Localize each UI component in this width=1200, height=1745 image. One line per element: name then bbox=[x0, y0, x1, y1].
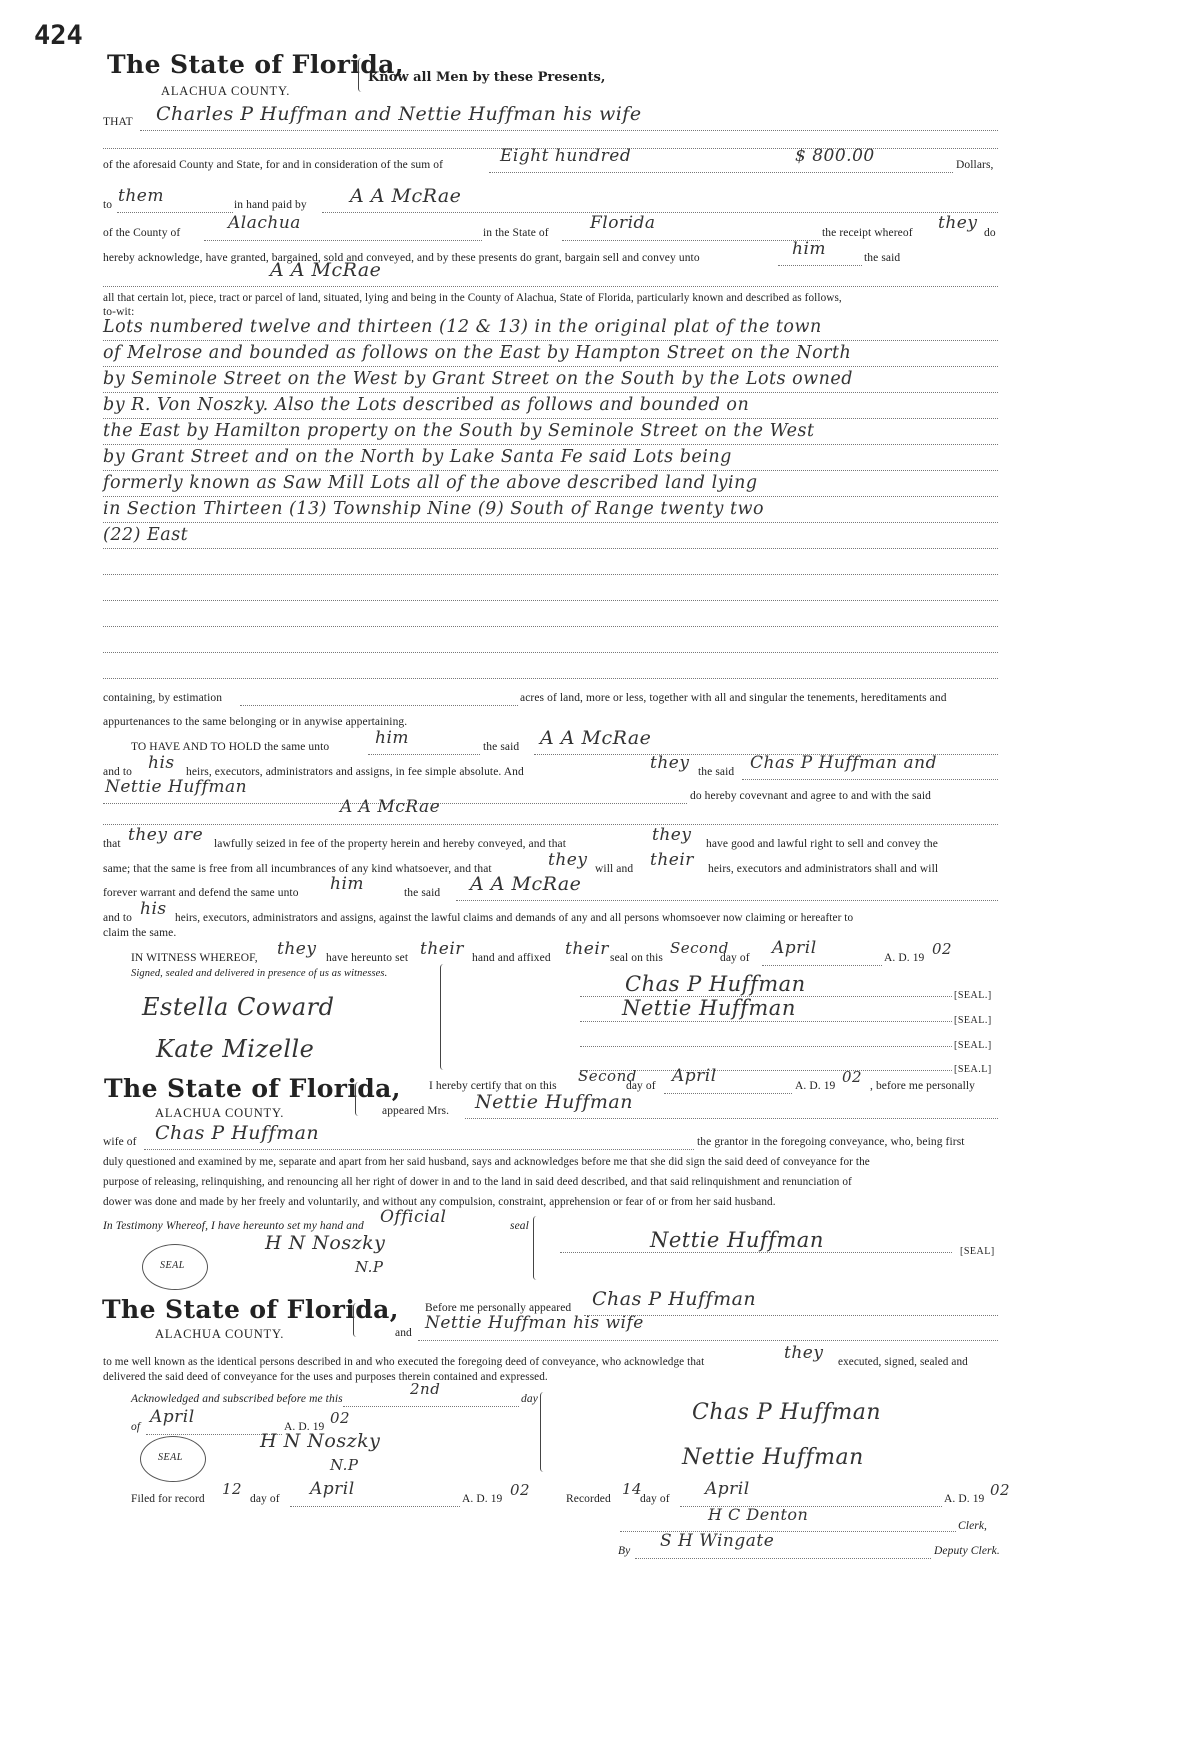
executed-text: executed, signed, sealed and bbox=[838, 1356, 968, 1368]
witness-lead: IN WITNESS WHEREOF, bbox=[131, 952, 258, 964]
filed-day-handwritten: 12 bbox=[222, 1480, 243, 1498]
deputy-label: Deputy Clerk. bbox=[934, 1545, 1000, 1557]
before-me: , before me personally bbox=[870, 1080, 976, 1092]
rule bbox=[103, 366, 998, 367]
appeared-handwritten: Chas P Huffman bbox=[592, 1288, 757, 1310]
containing-tail: acres of land, more or less, together with all and singular the tenements, hereditaments and bbox=[520, 692, 947, 704]
ad-label: A. D. 19 bbox=[462, 1493, 503, 1505]
officer-title: N.P bbox=[330, 1456, 359, 1474]
known-handwritten: they bbox=[784, 1343, 824, 1363]
description-line: formerly known as Saw Mill Lots all of the above described land lying bbox=[103, 473, 758, 493]
have-set: have hereunto set bbox=[326, 952, 409, 964]
forever-text: forever warrant and defend the same unto bbox=[103, 887, 299, 899]
month-handwritten: April bbox=[772, 938, 817, 958]
to-label: to bbox=[103, 199, 113, 211]
officer-signature: H N Noszky bbox=[265, 1232, 386, 1254]
by-label: By bbox=[618, 1545, 631, 1557]
state-title: The State of Florida, bbox=[104, 1074, 401, 1103]
wife-of-label: wife of bbox=[103, 1136, 137, 1148]
rule bbox=[103, 548, 998, 549]
clerk-label: Clerk, bbox=[958, 1520, 988, 1532]
stamp-text: SEAL bbox=[160, 1260, 185, 1271]
day-handwritten: Second bbox=[578, 1067, 637, 1085]
year-handwritten: 02 bbox=[932, 940, 953, 958]
to-handwritten: them bbox=[118, 186, 164, 206]
forever-handwritten: him bbox=[330, 874, 365, 894]
ad-label: A. D. 19 bbox=[795, 1080, 836, 1092]
ad-label: A. D. 19 bbox=[944, 1493, 985, 1505]
free-text: same; that the same is free from all incumbrances of any kind whatsoever, and that bbox=[103, 863, 492, 875]
know-all-men: Know all Men by these Presents, bbox=[368, 70, 606, 85]
rule bbox=[343, 1406, 519, 1407]
year-handwritten: 02 bbox=[330, 1409, 351, 1427]
rule bbox=[762, 965, 882, 966]
header-brace bbox=[358, 58, 365, 92]
receipt-handwritten: they bbox=[938, 213, 978, 233]
testimony-text: In Testimony Whereof, I have hereunto set my hand and bbox=[103, 1220, 364, 1232]
recorded-text: Recorded bbox=[566, 1493, 611, 1505]
rec-month-handwritten: April bbox=[705, 1479, 750, 1499]
that-label: that bbox=[103, 838, 121, 850]
grantor2-signature: Nettie Huffman bbox=[682, 1445, 864, 1470]
ack-brace bbox=[355, 1082, 362, 1116]
year-handwritten: 02 bbox=[842, 1068, 863, 1086]
habendum-handwritten: him bbox=[375, 728, 410, 748]
habendum-name-handwritten: A A McRae bbox=[540, 727, 652, 749]
rec-day-handwritten: 14 bbox=[622, 1480, 643, 1498]
rule bbox=[103, 286, 998, 287]
and-to-handwritten: his bbox=[148, 753, 175, 773]
day-label: day bbox=[521, 1393, 538, 1405]
seal-label: [SEAL.] bbox=[954, 1040, 992, 1051]
county-label: ALACHUA COUNTY. bbox=[161, 84, 291, 98]
said-label: the said bbox=[698, 766, 735, 778]
covenant-names2-handwritten: Nettie Huffman bbox=[105, 777, 248, 797]
grantors-handwritten: Charles P Huffman and Nettie Huffman his wife bbox=[156, 103, 642, 125]
day-of: day of bbox=[626, 1080, 656, 1092]
witness-brace bbox=[440, 964, 447, 1070]
lawful-claims-text: heirs, executors, administrators and assigns, against the lawful claims and demands of any and all persons whomsoever now claiming or hereafter to bbox=[175, 912, 854, 924]
rule bbox=[290, 1506, 460, 1507]
known-text: to me well known as the identical persons described in and who executed the foregoing deed of conveyance, who acknowledge that bbox=[103, 1356, 705, 1368]
heirs-text: heirs, executors, administrators and assigns, in fee simple absolute. And bbox=[186, 766, 524, 778]
rule bbox=[140, 130, 998, 131]
paragraph-line: duly questioned and examined by me, separate and apart from her said husband, says and acknowledges before me that she did sign the said deed of conveyance for the bbox=[103, 1156, 870, 1168]
rule bbox=[368, 754, 480, 755]
covenant-grantee-handwritten: A A McRae bbox=[340, 797, 441, 817]
deputy-signature: S H Wingate bbox=[660, 1531, 775, 1551]
and-label: and bbox=[395, 1327, 412, 1339]
will-and: will and bbox=[595, 863, 634, 875]
and-to-label: and to bbox=[103, 912, 133, 924]
witness2-signature: Kate Mizelle bbox=[156, 1035, 315, 1063]
filed-month-handwritten: April bbox=[310, 1479, 355, 1499]
amount-handwritten: Eight hundred bbox=[500, 146, 632, 166]
covenant-text: do hereby covevnant and agree to and with the said bbox=[690, 790, 931, 802]
day-of: day of bbox=[640, 1493, 670, 1505]
claim-same: claim the same. bbox=[103, 927, 177, 939]
description-line: (22) East bbox=[103, 525, 189, 545]
officer-signature: H N Noszky bbox=[260, 1430, 381, 1452]
grantor-text: the grantor in the foregoing conveyance, who, being first bbox=[697, 1136, 965, 1148]
the-said-label: the said bbox=[864, 252, 901, 264]
covenant-names-handwritten: Chas P Huffman and bbox=[750, 753, 937, 773]
right-text: have good and lawful right to sell and convey the bbox=[706, 838, 938, 850]
rule bbox=[584, 1315, 998, 1316]
seal-on: seal on this bbox=[610, 952, 663, 964]
do-label: do bbox=[984, 227, 996, 239]
that-label: THAT bbox=[103, 116, 133, 128]
rule bbox=[103, 678, 998, 679]
paid-by-label: in hand paid by bbox=[234, 199, 307, 211]
forever-name-handwritten: A A McRae bbox=[470, 873, 582, 895]
seal-label: [SEAL.] bbox=[954, 1015, 992, 1026]
seal-label: [SEA.L] bbox=[954, 1064, 992, 1075]
consideration-text: of the aforesaid County and State, for and in consideration of the sum of bbox=[103, 159, 444, 171]
husband-handwritten: Chas P Huffman bbox=[155, 1122, 320, 1144]
stamp-text: SEAL bbox=[158, 1452, 183, 1463]
and-handwritten: Nettie Huffman his wife bbox=[425, 1313, 644, 1333]
signed-sealed: Signed, sealed and delivered in presence of us as witnesses. bbox=[131, 968, 388, 979]
day-handwritten: Second bbox=[670, 939, 729, 957]
free-handwritten: they bbox=[548, 850, 588, 870]
testimony-brace bbox=[533, 1216, 540, 1280]
rule bbox=[103, 470, 998, 471]
affixed-handwritten: their bbox=[565, 939, 609, 959]
dollars-label: Dollars, bbox=[956, 159, 994, 171]
certify-text: I hereby certify that on this bbox=[429, 1080, 557, 1092]
rule bbox=[103, 574, 998, 575]
rule bbox=[103, 392, 998, 393]
testimony-handwritten: Official bbox=[380, 1207, 447, 1227]
rule bbox=[144, 1149, 694, 1150]
day-of: day of bbox=[250, 1493, 280, 1505]
and-to-label: and to bbox=[103, 766, 133, 778]
rule bbox=[418, 1340, 998, 1341]
officer-title: N.P bbox=[355, 1258, 384, 1276]
and-to2-handwritten: his bbox=[140, 899, 167, 919]
rule bbox=[103, 600, 998, 601]
ad-label: A. D. 19 bbox=[284, 1421, 325, 1433]
clerk-signature: H C Denton bbox=[708, 1505, 809, 1524]
unto-handwritten: him bbox=[792, 239, 827, 259]
rule bbox=[560, 1252, 952, 1253]
paragraph-line: dower was done and made by her freely and voluntarily, and without any compulsion, constraint, apprehension or fear of or from her said husband. bbox=[103, 1196, 776, 1208]
rule bbox=[742, 779, 998, 780]
rule bbox=[664, 1093, 792, 1094]
that-handwritten: they are bbox=[128, 825, 204, 845]
rule bbox=[103, 444, 998, 445]
wife-signature: Nettie Huffman bbox=[650, 1228, 824, 1252]
description-line: by Grant Street and on the North by Lake Santa Fe said Lots being bbox=[103, 447, 732, 467]
description-line: by R. Von Noszky. Also the Lots described as follows and bounded on bbox=[103, 395, 750, 415]
month-handwritten: April bbox=[150, 1407, 195, 1427]
seal-word: seal bbox=[510, 1220, 529, 1232]
seized-handwritten: they bbox=[652, 825, 692, 845]
rule bbox=[562, 240, 820, 241]
receipt-label: the receipt whereof bbox=[822, 227, 913, 239]
rule bbox=[117, 212, 233, 213]
state-title: The State of Florida, bbox=[107, 50, 404, 79]
mrs-handwritten: Nettie Huffman bbox=[475, 1091, 633, 1113]
county-handwritten: Alachua bbox=[228, 213, 301, 233]
rule bbox=[103, 496, 998, 497]
rule bbox=[580, 1021, 952, 1022]
hand-affixed: hand and affixed bbox=[472, 952, 551, 964]
county-label: ALACHUA COUNTY. bbox=[155, 1327, 285, 1341]
rule bbox=[580, 1046, 952, 1047]
will-handwritten: their bbox=[650, 850, 694, 870]
paragraph-line: purpose of releasing, relinquishing, and renouncing all her right of dower in and to the land in said deed described, and that said relinquishment and renunciation of bbox=[103, 1176, 852, 1188]
page-number: 424 bbox=[34, 20, 83, 51]
day-of: day of bbox=[720, 952, 750, 964]
grantor2-signature: Nettie Huffman bbox=[622, 996, 796, 1020]
rec-year-handwritten: 02 bbox=[990, 1481, 1011, 1499]
rule bbox=[489, 172, 953, 173]
grantee2-handwritten: A A McRae bbox=[270, 259, 382, 281]
grantor1-signature: Chas P Huffman bbox=[625, 972, 806, 996]
before-me-text: Before me personally appeared bbox=[425, 1302, 572, 1314]
habendum-text: TO HAVE AND TO HOLD the same unto bbox=[131, 741, 330, 753]
month-handwritten: April bbox=[672, 1066, 717, 1086]
state-title: The State of Florida, bbox=[102, 1295, 399, 1324]
delivered-text: delivered the said deed of conveyance for the uses and purposes therein contained and expressed. bbox=[103, 1371, 548, 1383]
rule bbox=[103, 652, 998, 653]
seized-text: lawfully seized in fee of the property herein and hereby conveyed, and that bbox=[214, 838, 567, 850]
ad-label: A. D. 19 bbox=[884, 952, 925, 964]
and-handwritten: they bbox=[650, 753, 690, 773]
set-handwritten: their bbox=[420, 939, 464, 959]
appeared-text: appeared Mrs. bbox=[382, 1105, 450, 1117]
all-that-text: all that certain lot, piece, tract or parcel of land, situated, lying and being in the County of Alachua, State of Florida, particularly known and described as follows, bbox=[103, 292, 842, 304]
filed-year-handwritten: 02 bbox=[510, 1481, 531, 1499]
rule bbox=[103, 340, 998, 341]
of-label: of bbox=[131, 1421, 141, 1433]
rule bbox=[465, 1118, 998, 1119]
to-wit: to-wit: bbox=[103, 306, 135, 318]
description-line: Lots numbered twelve and thirteen (12 & 13) in the original plat of the town bbox=[103, 317, 822, 337]
containing-text: containing, by estimation bbox=[103, 692, 223, 704]
amount-number-handwritten: $ 800.00 bbox=[795, 146, 875, 166]
grantee-handwritten: A A McRae bbox=[350, 185, 462, 207]
appurtenances-text: appurtenances to the same belonging or in anywise appertaining. bbox=[103, 716, 408, 728]
habendum-said: the said bbox=[483, 741, 520, 753]
rule bbox=[322, 212, 998, 213]
description-line: of Melrose and bounded as follows on the East by Hampton Street on the North bbox=[103, 343, 852, 363]
description-line: by Seminole Street on the West by Grant Street on the South by the Lots owned bbox=[103, 369, 853, 389]
acknowledged-text: Acknowledged and subscribed before me this bbox=[131, 1393, 343, 1405]
filed-text: Filed for record bbox=[131, 1493, 205, 1505]
rule bbox=[103, 418, 998, 419]
ack-both-brace bbox=[540, 1392, 547, 1472]
county-of-label: of the County of bbox=[103, 227, 181, 239]
seal-label: [SEAL.] bbox=[954, 990, 992, 1001]
heirs-shall: heirs, executors and administrators shall and will bbox=[708, 863, 939, 875]
witness-handwritten: they bbox=[277, 939, 317, 959]
ack-brace bbox=[353, 1303, 360, 1337]
county-label: ALACHUA COUNTY. bbox=[155, 1106, 285, 1120]
witness1-signature: Estella Coward bbox=[142, 993, 335, 1021]
rule bbox=[240, 705, 518, 706]
grantor1-signature: Chas P Huffman bbox=[692, 1400, 881, 1425]
rule bbox=[456, 900, 998, 901]
forever-said: the said bbox=[404, 887, 441, 899]
rule bbox=[103, 522, 998, 523]
rule bbox=[204, 240, 482, 241]
description-line: the East by Hamilton property on the South by Seminole Street on the West bbox=[103, 421, 815, 441]
hereby-text: hereby acknowledge, have granted, bargained, sold and conveyed, and by these presents do grant, bargain sell and convey unto bbox=[103, 252, 700, 264]
rule bbox=[778, 265, 862, 266]
state-handwritten: Florida bbox=[590, 213, 656, 233]
rule bbox=[635, 1558, 931, 1559]
rule bbox=[103, 626, 998, 627]
description-line: in Section Thirteen (13) Township Nine (9) South of Range twenty two bbox=[103, 499, 765, 519]
seal-label: [SEAL] bbox=[960, 1246, 995, 1257]
day-handwritten: 2nd bbox=[410, 1380, 441, 1398]
state-of-label: in the State of bbox=[483, 227, 549, 239]
rule bbox=[103, 824, 998, 825]
